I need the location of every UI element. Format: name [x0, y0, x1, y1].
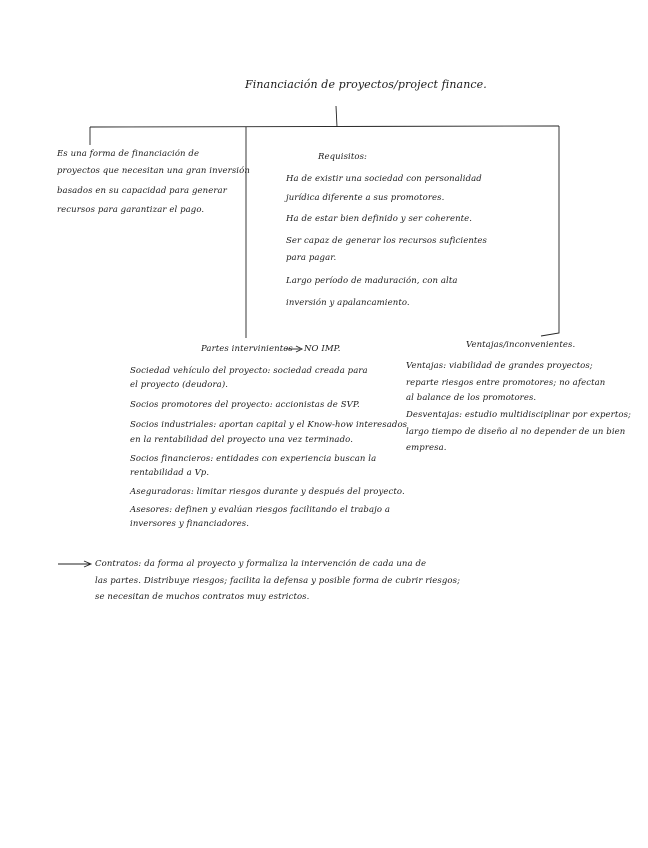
partes-line: rentabilidad a Vp. [130, 468, 210, 478]
requisitos-line: Largo período de maduración, con alta [286, 276, 458, 286]
definition-line: recursos para garantizar el pago. [57, 205, 205, 215]
requisitos-line: Ha de existir una sociedad con personalidad [286, 174, 482, 184]
partes-line: el proyecto (deudora). [130, 380, 229, 390]
requisitos-line: jurídica diferente a sus promotores. [286, 193, 445, 203]
contratos-line: se necesitan de muchos contratos muy estrictos. [95, 592, 310, 602]
partes-note: NO IMP. [304, 344, 341, 354]
ventajas-line: empresa. [406, 443, 447, 453]
page-title: Financiación de proyectos/project finance. [245, 78, 487, 91]
ventajas-line: Desventajas: estudio multidisciplinar por expertos; [406, 410, 632, 420]
definition-line: Es una forma de financiación de [57, 149, 200, 159]
partes-line: inversores y financiadores. [130, 519, 250, 529]
requisitos-line: Ser capaz de generar los recursos suficientes [286, 236, 488, 246]
partes-line: Asesores: definen y evalúan riesgos facilitando el trabajo a [130, 505, 391, 515]
contratos-line: Contratos: da forma al proyecto y formaliza la intervención de cada una de [95, 559, 427, 569]
partes-line: Sociedad vehículo del proyecto: sociedad creada para [130, 366, 368, 376]
partes-line: Socios promotores del proyecto: accionistas de SVP. [130, 400, 360, 410]
ventajas-line: Ventajas: viabilidad de grandes proyectos; [406, 361, 593, 371]
ventajas-line: largo tiempo de diseño al no depender de un bien [406, 427, 626, 437]
partes-line: Socios financieros: entidades con experiencia buscan la [130, 454, 377, 464]
partes-line: Socios industriales: aportan capital y el Know-how interesados [130, 420, 408, 430]
definition-line: proyectos que necesitan una gran inversión [57, 166, 250, 176]
ventajas-heading: Ventajas/inconvenientes. [466, 340, 576, 350]
ventajas-line: reparte riesgos entre promotores; no afectan [406, 378, 606, 388]
contratos-line: las partes. Distribuye riesgos; facilita la defensa y posible forma de cubrir riesgos; [95, 576, 461, 586]
requisitos-line: Ha de estar bien definido y ser coherente. [286, 214, 473, 224]
ventajas-line: al balance de los promotores. [406, 393, 537, 403]
partes-line: en la rentabilidad del proyecto una vez terminado. [130, 435, 354, 445]
definition-line: basados en su capacidad para generar [57, 186, 227, 196]
partes-line: Aseguradoras: limitar riesgos durante y después del proyecto. [130, 487, 405, 497]
requisitos-line: inversión y apalancamiento. [286, 298, 410, 308]
requisitos-heading: Requisitos: [318, 152, 368, 162]
requisitos-line: para pagar. [286, 253, 337, 263]
partes-heading: Partes intervinientes [201, 344, 293, 354]
